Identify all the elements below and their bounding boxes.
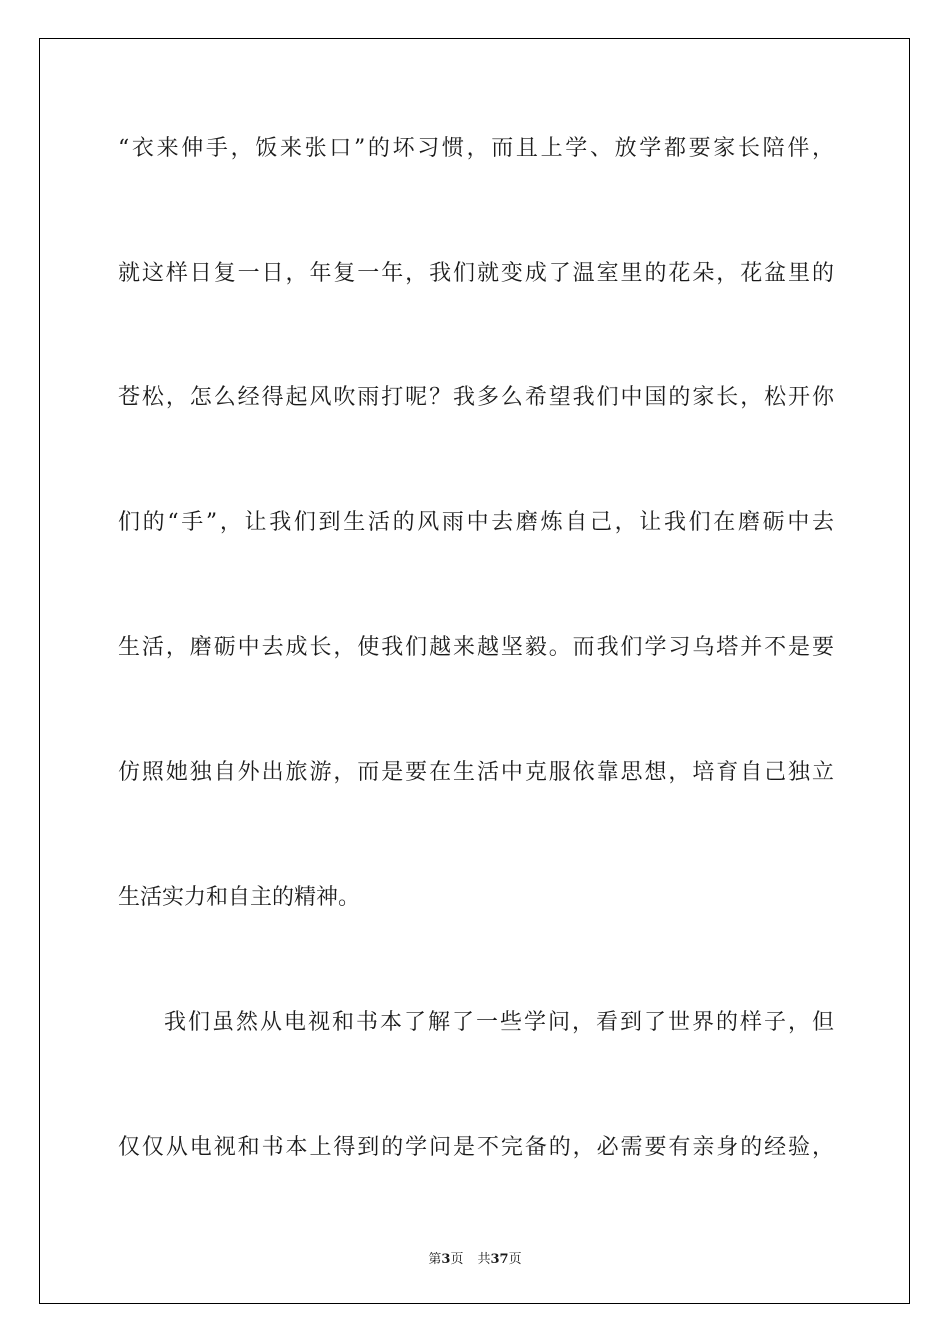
paragraph-line-6: 仿照她独自外出旅游，而是要在生活中克服依靠思想，培育自己独立 <box>118 760 834 785</box>
paragraph-line-8: 我们虽然从电视和书本了解了一些学问，看到了世界的样子，但 <box>164 1010 834 1035</box>
paragraph-line-7: 生活实力和自主的精神。 <box>118 885 361 910</box>
paragraph-line-1: “衣来伸手，饭来张口”的坏习惯，而且上学、放学都要家长陪伴， <box>118 136 834 161</box>
paragraph-line-3: 苍松，怎么经得起风吹雨打呢？我多么希望我们中国的家长，松开你 <box>118 385 834 410</box>
page-prefix: 第 <box>428 1252 442 1267</box>
paragraph-line-4: 们的“手”，让我们到生活的风雨中去磨炼自己，让我们在磨砺中去 <box>118 510 834 535</box>
total-pages: 37 <box>490 1252 509 1267</box>
page-suffix: 页 <box>450 1252 464 1267</box>
total-prefix: 共 <box>477 1252 491 1267</box>
page-footer <box>0 1248 950 1267</box>
page-number: 3 <box>441 1252 451 1267</box>
page-border <box>39 38 910 1304</box>
paragraph-line-5: 生活，磨砺中去成长，使我们越来越坚毅。而我们学习乌塔并不是要 <box>118 635 834 660</box>
paragraph-line-9: 仅仅从电视和书本上得到的学问是不完备的，必需要有亲身的经验， <box>118 1135 834 1160</box>
total-suffix: 页 <box>508 1252 522 1267</box>
paragraph-line-2: 就这样日复一日，年复一年，我们就变成了温室里的花朵，花盆里的 <box>118 261 834 286</box>
